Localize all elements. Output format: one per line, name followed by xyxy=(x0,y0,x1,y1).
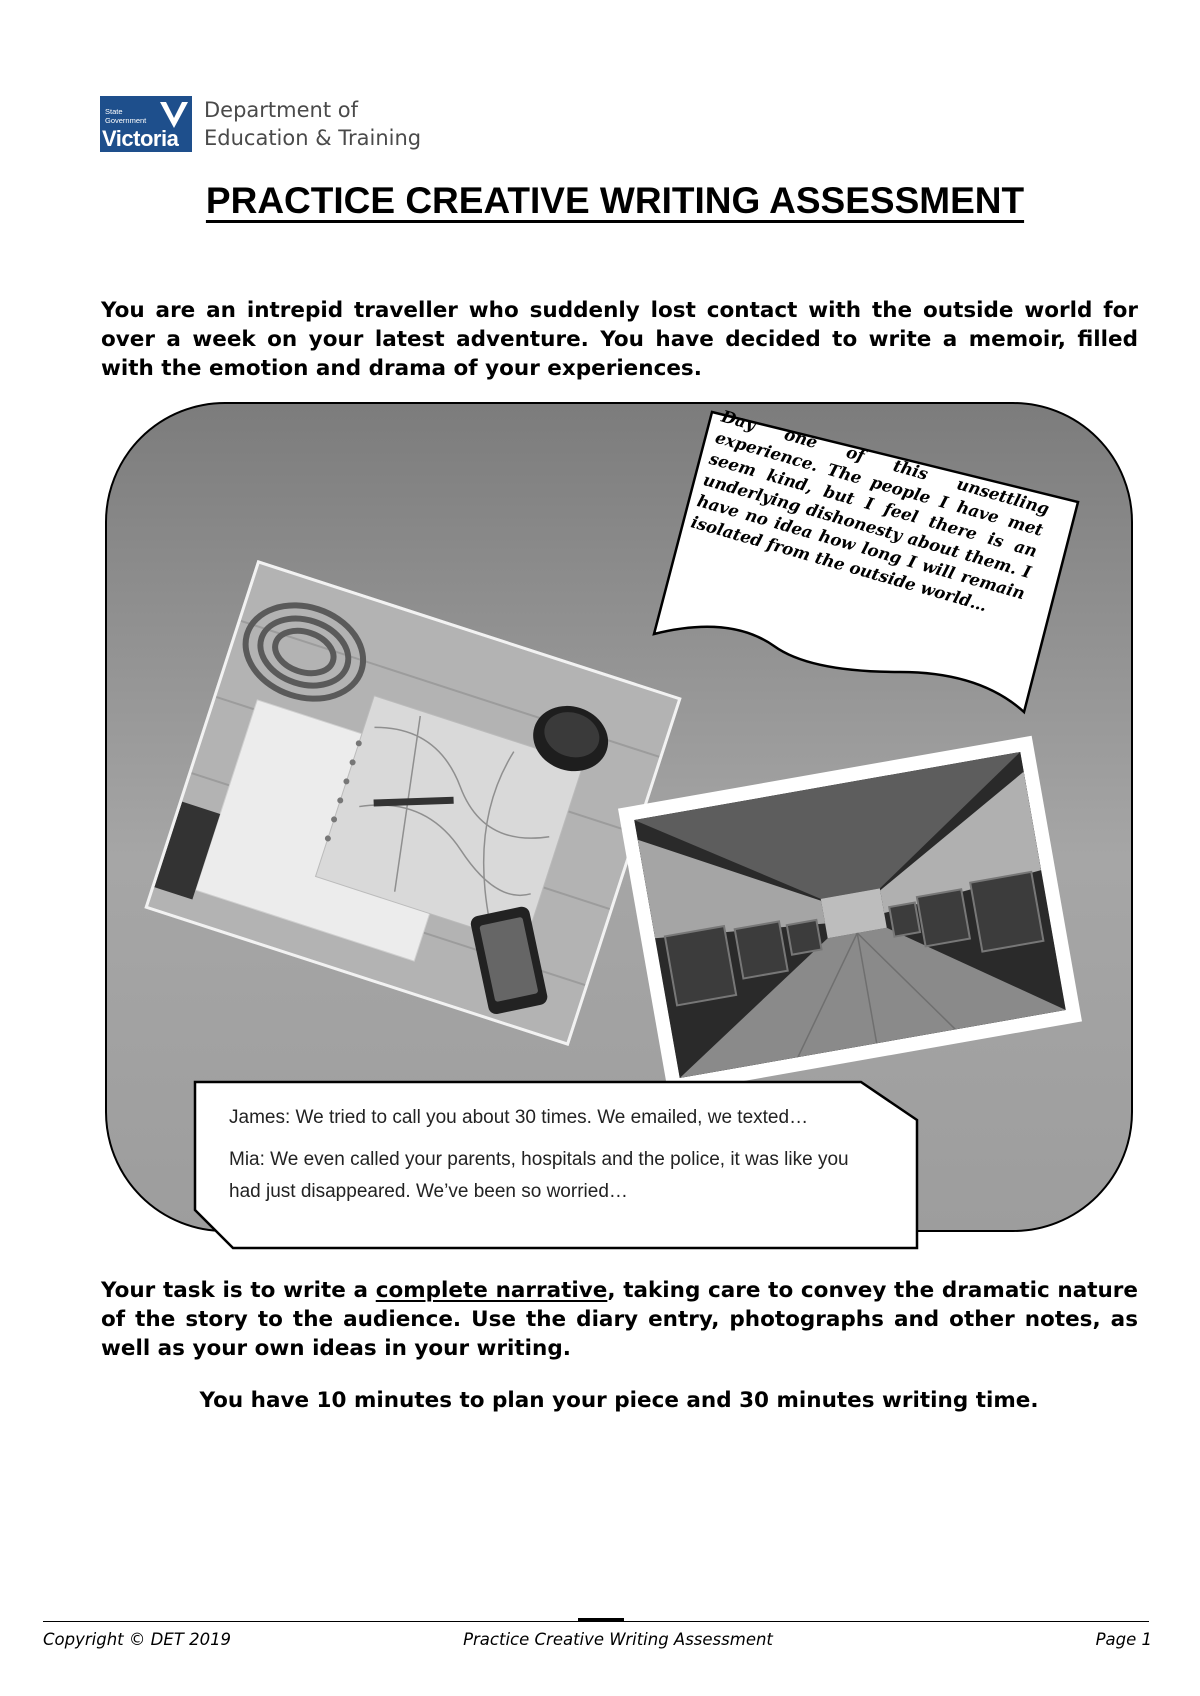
diary-note xyxy=(650,406,1080,715)
logo-state-text: State xyxy=(105,107,123,116)
footer-document-title: Practice Creative Writing Assessment xyxy=(463,1630,773,1649)
task-paragraph xyxy=(101,1276,1138,1363)
page-title xyxy=(0,180,1200,222)
footer-divider xyxy=(43,1621,1149,1622)
timing-instruction: You have 10 minutes to plan your piece and 30 minutes writing time. xyxy=(199,1388,1039,1413)
logo-victoria-text: Victoria xyxy=(102,126,179,151)
intro-paragraph: You are an intrepid traveller who suddenly lost contact with the outside world for over a week on your latest adventure. You have decided to write a memoir, filled with the emotion and drama of your experiences. xyxy=(101,298,1138,381)
footer-copyright: Copyright © DET 2019 xyxy=(43,1630,232,1649)
page-title-text: PRACTICE CREATIVE WRITING ASSESSMENT xyxy=(205,180,1025,221)
dialogue-text xyxy=(229,1102,869,1218)
dialogue-line-james: James: We tried to call you about 30 times. We emailed, we texted… xyxy=(229,1107,809,1128)
task-text-end: , taking care to convey the dramatic nature of the story to the audience. Use the diary entry, photographs and other notes, as well as your own ideas in your writing. xyxy=(101,1278,1138,1361)
friends-dialogue-box xyxy=(193,1080,923,1250)
department-name xyxy=(204,96,421,152)
bus-interior-image xyxy=(634,752,1066,1078)
victoria-government-logo xyxy=(100,96,192,152)
task-text-start: Your task is to write a xyxy=(101,1278,376,1303)
task-emphasis: complete narrative xyxy=(375,1278,608,1303)
department-name-line1: Department of xyxy=(204,98,358,122)
bus-interior-illustration xyxy=(634,752,1066,1078)
dialogue-line-mia: Mia: We even called your parents, hospitals and the police, it was like you had just disappeared. We’ve been so worried… xyxy=(229,1149,849,1202)
footer-page-number: Page 1 xyxy=(1095,1630,1152,1649)
department-name-line2: Education & Training xyxy=(204,126,422,150)
diary-entry-text: Day one of this unsettling experience. The people I have met seem kind, but I feel there is an underlying dishonesty about them. I have no idea how long I will remain isolated from the outside world… xyxy=(688,406,1052,616)
logo-government-text: Government xyxy=(105,116,147,125)
footer-center-mark xyxy=(578,1618,624,1621)
department-logo xyxy=(100,96,421,152)
